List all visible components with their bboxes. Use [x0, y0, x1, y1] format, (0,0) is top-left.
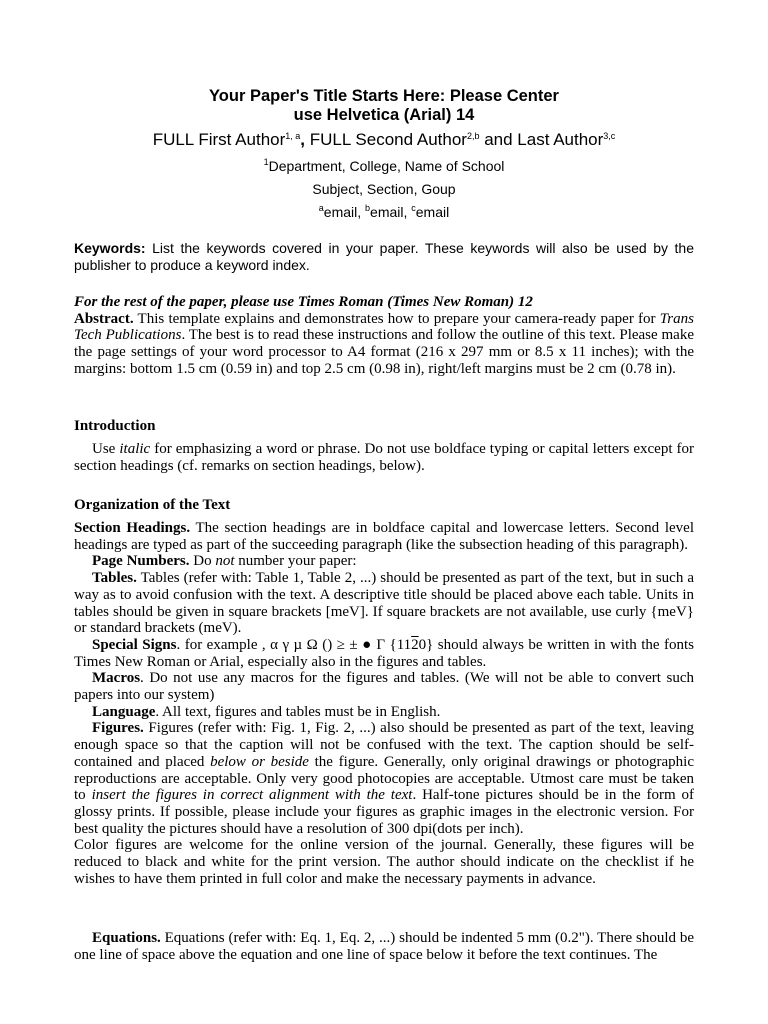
abstract-publisher: Trans Tech Publications [74, 310, 694, 344]
special-signs-label: Special Signs [92, 636, 177, 653]
special-signs-text-1: . for example , α γ µ Ω () ≥ ± ● Γ {11 [176, 636, 412, 653]
page-numbers-text-1: Do [189, 553, 216, 570]
abstract-label: Abstract. [74, 310, 134, 327]
figures-italic-2: insert the figures in correct alignment with the text [91, 787, 413, 804]
author-1-sup: 1, a [285, 131, 301, 141]
tables-paragraph [74, 570, 694, 637]
figures-italic-1: below or beside [210, 753, 309, 770]
tables-text: Tables (refer with: Table 1, Table 2, ...) should be presented as part of the text, but in such a way as to avoid confusion with the text. A descriptive title should be placed above each table. Units in tables should be given in square brackets [meV]. If square brackets are not available, use curly {meV} or standard brackets (meV). [74, 570, 694, 637]
author-1: FULL First Author [152, 130, 286, 149]
author-2: FULL Second Author [309, 130, 467, 149]
macros-label: Macros [92, 670, 141, 687]
paper-title [74, 87, 694, 125]
section-headings-text: The section headings are in boldface capital and lowercase letters. Second level headings are typed as part of the succeeding paragraph (like the subsection heading of this paragraph). [74, 520, 694, 553]
introduction-heading: Introduction [74, 418, 156, 434]
figures-text-3: . Half-tone pictures should be in the form of glossy prints. If possible, please include your figures as graphic images in the electronic version. For best quality the pictures should have a resolution of 300 dpi(dots per inch). [74, 787, 695, 837]
abstract-paragraph [74, 311, 694, 378]
figures-text-1: Figures (refer with: Fig. 1, Fig. 2, ...) also should be presented as part of the text, leaving enough space so that the caption will not be confused with the text. The caption should be self-contained and placed [74, 720, 694, 770]
figures-label: Figures. [92, 720, 144, 737]
introduction-paragraph [74, 441, 694, 474]
author-3-sup: 3,c [603, 131, 616, 141]
intro-text-1: Use [92, 441, 120, 457]
language-paragraph [74, 704, 694, 721]
email-c: email [415, 204, 450, 220]
organization-heading: Organization of the Text [74, 497, 231, 513]
author-separator-2: and [479, 130, 518, 149]
language-label: Language [92, 703, 156, 720]
author-2-sup: 2,b [466, 131, 480, 141]
equations-label: Equations. [92, 930, 161, 946]
author-separator-1: , [300, 130, 310, 149]
abstract-text-2: . The best is to read these instructions and follow the outline of this text. Please make the page settings of your word processor to A4 format (216 x 297 mm or 8.5 x 11 inches); with the margins: bottom 1.5 cm (0.59 in) and top 2.5 cm (0.98 in), right/left margins must be 2 cm (0.78 in). [74, 327, 694, 377]
special-signs-text-2: 0} should always be written in with the fonts Times New Roman or Arial, especially also in the figures and tables. [74, 636, 695, 670]
figures-text-2: the figure. Generally, only original drawings or photographic reproductions are acceptable. Only very good photocopies are acceptable. Utmost care must be taken to [74, 753, 695, 804]
tables-label: Tables. [92, 570, 137, 587]
macros-paragraph [74, 670, 694, 703]
page-numbers-label: Page Numbers. [92, 553, 190, 570]
title-line-1: Your Paper's Title Starts Here: Please Center [209, 87, 559, 105]
email-line [74, 204, 694, 221]
email-b: email, [370, 204, 412, 220]
page-numbers-text-2: number your paper: [234, 553, 357, 570]
author-list [74, 130, 694, 150]
page-numbers-not: not [215, 553, 235, 570]
affiliation-line-2: Subject, Section, Goup [312, 181, 456, 197]
email-c-sup: c [411, 203, 416, 213]
affiliation-sup: 1 [263, 157, 269, 167]
language-text: . All text, figures and tables must be in English. [155, 703, 441, 720]
keywords-label: Keywords: [74, 240, 146, 256]
abstract-block [74, 294, 694, 378]
keywords-text: List the keywords covered in your paper. These keywords will also be used by the publisher to produce a keyword index. [74, 240, 694, 273]
page-numbers-paragraph [74, 553, 694, 570]
affiliation-text: Department, College, Name of School [268, 158, 505, 174]
intro-italic: italic [119, 441, 151, 457]
figures-paragraph [74, 720, 694, 837]
font-instruction: For the rest of the paper, please use Times Roman (Times New Roman) 12 [74, 294, 533, 310]
email-b-sup: b [365, 203, 371, 213]
author-3: Last Author [517, 130, 604, 149]
affiliation-line-1 [74, 158, 694, 175]
email-a: email, [323, 204, 366, 220]
color-figures-paragraph: Color figures are welcome for the online version of the journal. Generally, these figures will be reduced to black and white for the print version. The author should indicate on the checklist if he wishes to have them printed in full color and make the necessary payments in advance. [74, 837, 694, 887]
title-line-2: use Helvetica (Arial) 14 [293, 106, 475, 124]
special-signs-paragraph [74, 637, 694, 670]
section-headings-paragraph [74, 520, 694, 553]
section-headings-label: Section Headings. [74, 520, 191, 536]
macros-text: . Do not use any macros for the figures and tables. (We will not be able to convert such papers into our system) [74, 670, 694, 704]
equations-block [74, 930, 694, 963]
keywords-paragraph [74, 240, 694, 273]
abstract-text-1: This template explains and demonstrates how to prepare your camera-ready paper for [133, 310, 660, 327]
organization-body [74, 520, 694, 887]
introduction-text [74, 441, 694, 474]
special-signs-bar-digit: 2 [411, 636, 419, 653]
equations-paragraph [74, 930, 694, 963]
email-a-sup: a [318, 203, 324, 213]
equations-text: Equations (refer with: Eq. 1, Eq. 2, ...) should be indented 5 mm (0.2"). There should be one line of space above the equation and one line of space below it before the text continues. The [74, 930, 694, 963]
intro-text-2: for emphasizing a word or phrase. Do not use boldface typing or capital letters except for section headings (cf. remarks on section headings, below). [74, 441, 694, 474]
